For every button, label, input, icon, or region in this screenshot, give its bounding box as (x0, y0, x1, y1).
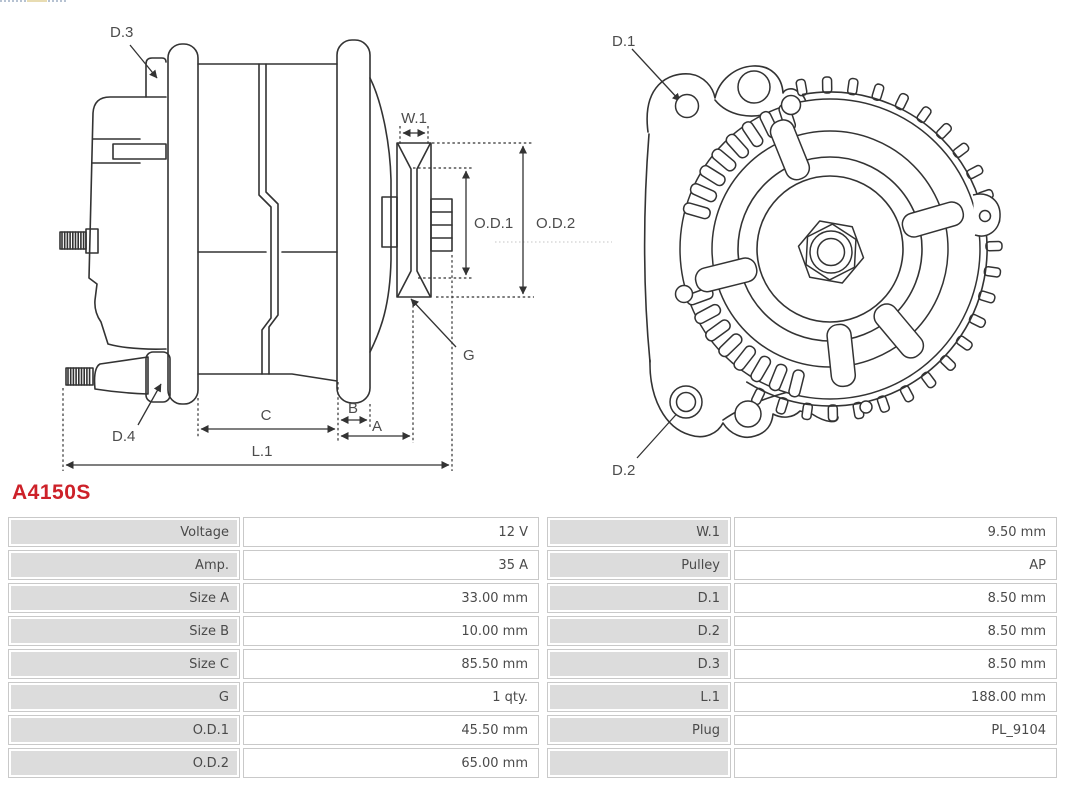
table-row (547, 682, 1057, 712)
row-label-cell: D.3 (547, 649, 731, 679)
row-label-cell: G (8, 682, 240, 712)
row-value-cell: 8.50 mm (734, 583, 1057, 613)
row-label-cell: Size B (8, 616, 240, 646)
row-value-cell: 1 qty. (243, 682, 539, 712)
row-value-cell (734, 748, 1057, 778)
table-row (547, 517, 1057, 547)
table-row (8, 517, 539, 547)
table-row (8, 616, 539, 646)
dim-label-b: B (347, 400, 359, 417)
row-value-cell: 35 A (243, 550, 539, 580)
housing-fin-slot (113, 144, 166, 159)
row-label-cell: Plug (547, 715, 731, 745)
pulley (397, 143, 431, 297)
table-row (8, 715, 539, 745)
row-value-cell: 45.50 mm (243, 715, 539, 745)
table-row (8, 649, 539, 679)
table-row (8, 748, 539, 778)
table-row (8, 550, 539, 580)
row-label-cell (547, 748, 731, 778)
row-value-cell: 10.00 mm (243, 616, 539, 646)
part-number: A4150S (12, 481, 91, 504)
row-value-cell: 188.00 mm (734, 682, 1057, 712)
dim-label-od1: O.D.1 (474, 215, 514, 232)
d4-lug (146, 352, 170, 402)
row-value-cell: 65.00 mm (243, 748, 539, 778)
dim-label-d2: D.2 (612, 462, 636, 479)
row-label-cell: O.D.1 (8, 715, 240, 745)
dim-label-g: G (463, 347, 475, 364)
dim-label-w1: W.1 (401, 110, 427, 127)
row-value-cell: 85.50 mm (243, 649, 539, 679)
table-row (547, 616, 1057, 646)
row-value-cell: PL_9104 (734, 715, 1057, 745)
row-value-cell: 8.50 mm (734, 649, 1057, 679)
row-label-cell: Size A (8, 583, 240, 613)
rear-view-drawing (645, 66, 1002, 437)
row-label-cell: D.1 (547, 583, 731, 613)
table-row (8, 583, 539, 613)
row-value-cell: 8.50 mm (734, 616, 1057, 646)
dim-label-d3: D.3 (110, 24, 134, 41)
diagram-labels (110, 24, 635, 479)
mounting-hole-d1 (676, 95, 699, 118)
spec-table-right (547, 517, 1057, 778)
table-row (547, 748, 1057, 778)
dim-label-c: C (260, 407, 272, 424)
table-row (8, 682, 539, 712)
row-label-cell: Amp. (8, 550, 240, 580)
dimension-extension-lines (63, 126, 534, 471)
row-label-cell: Size C (8, 649, 240, 679)
table-row (547, 583, 1057, 613)
row-label-cell: Pulley (547, 550, 731, 580)
dim-label-a: A (371, 418, 383, 435)
row-label-cell: D.2 (547, 616, 731, 646)
side-view-drawing (60, 40, 452, 404)
row-value-cell: 12 V (243, 517, 539, 547)
row-value-cell: 33.00 mm (243, 583, 539, 613)
row-label-cell: W.1 (547, 517, 731, 547)
row-label-cell: Voltage (8, 517, 240, 547)
row-label-cell: O.D.2 (8, 748, 240, 778)
spec-table-left (8, 517, 539, 778)
dim-label-od2: O.D.2 (536, 215, 576, 232)
dim-label-d1: D.1 (612, 33, 636, 50)
row-value-cell: AP (734, 550, 1057, 580)
table-row (547, 550, 1057, 580)
table-row (547, 715, 1057, 745)
row-label-cell: L.1 (547, 682, 731, 712)
row-value-cell: 9.50 mm (734, 517, 1057, 547)
stud-threads (62, 232, 90, 385)
dim-label-l1: L.1 (251, 443, 273, 460)
dim-label-d4: D.4 (112, 428, 136, 445)
table-row (547, 649, 1057, 679)
spec-table (8, 517, 1057, 778)
